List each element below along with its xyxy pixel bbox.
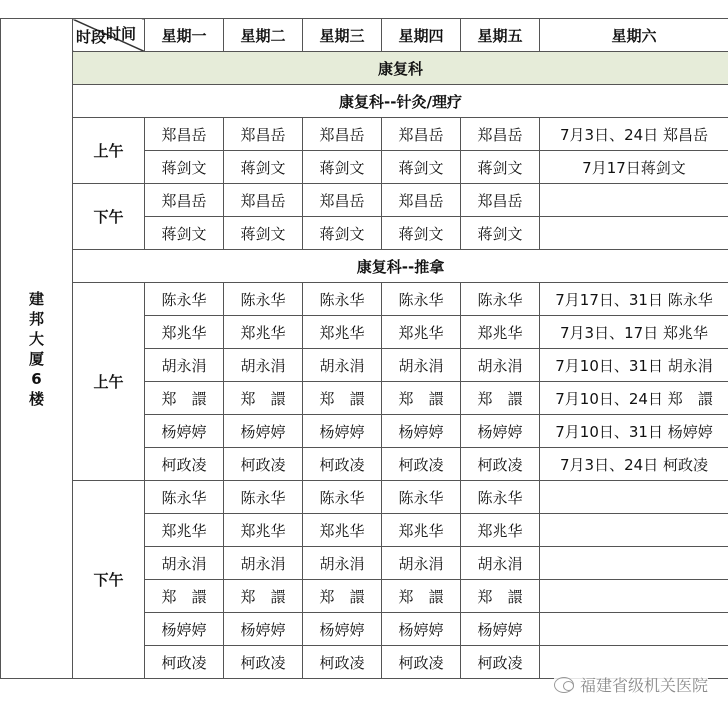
doctor-cell: 柯政凌	[224, 448, 303, 481]
doctor-cell: 陈永华	[145, 481, 224, 514]
doctor-cell: 郑 譞	[303, 382, 382, 415]
saturday-cell	[540, 184, 728, 217]
doctor-cell: 胡永涓	[461, 349, 540, 382]
doctor-cell: 蒋剑文	[461, 151, 540, 184]
doctor-cell: 郑兆华	[461, 316, 540, 349]
doctor-cell: 郑昌岳	[382, 184, 461, 217]
doctor-cell: 柯政凌	[303, 646, 382, 679]
doctor-cell: 郑 譞	[145, 580, 224, 613]
day-header: 星期四	[382, 19, 461, 52]
saturday-cell: 7月3日、24日 柯政凌	[540, 448, 728, 481]
doctor-cell: 郑昌岳	[461, 184, 540, 217]
saturday-cell	[540, 217, 728, 250]
schedule-body	[1, 19, 728, 679]
period-label: 下午	[73, 184, 145, 250]
section-row	[1, 85, 728, 118]
doctor-cell: 胡永涓	[303, 349, 382, 382]
building-char: 厦	[28, 349, 44, 368]
doctor-cell: 蒋剑文	[303, 151, 382, 184]
doctor-cell: 郑 譞	[303, 580, 382, 613]
doctor-cell: 郑 譞	[382, 382, 461, 415]
doctor-cell: 陈永华	[382, 481, 461, 514]
doctor-cell: 郑昌岳	[303, 184, 382, 217]
saturday-cell	[540, 514, 728, 547]
doctor-cell: 柯政凌	[461, 646, 540, 679]
building-label	[1, 19, 73, 679]
day-header: 星期六	[540, 19, 728, 52]
doctor-cell: 蒋剑文	[145, 151, 224, 184]
doctor-cell: 郑昌岳	[461, 118, 540, 151]
doctor-cell: 胡永涓	[145, 547, 224, 580]
doctor-cell: 郑 譞	[145, 382, 224, 415]
corner-period-label: 时段	[76, 28, 107, 46]
department-title: 康复科	[73, 52, 728, 85]
doctor-cell: 郑 譞	[461, 580, 540, 613]
doctor-cell: 陈永华	[303, 481, 382, 514]
saturday-cell: 7月17日、31日 陈永华	[540, 283, 728, 316]
building-char: 6	[31, 369, 42, 388]
table-row	[1, 481, 728, 514]
watermark-text: 福建省级机关医院	[579, 676, 708, 695]
doctor-cell: 柯政凌	[382, 646, 461, 679]
doctor-cell: 胡永涓	[224, 349, 303, 382]
period-label: 上午	[73, 283, 145, 481]
table-row	[1, 118, 728, 151]
saturday-cell	[540, 613, 728, 646]
saturday-cell: 7月10日、31日 杨婷婷	[540, 415, 728, 448]
doctor-cell: 郑 譞	[382, 580, 461, 613]
doctor-cell: 胡永涓	[382, 349, 461, 382]
doctor-cell: 柯政凌	[145, 646, 224, 679]
doctor-cell: 郑昌岳	[224, 184, 303, 217]
department-row	[1, 52, 728, 85]
doctor-cell: 郑兆华	[303, 316, 382, 349]
section-title: 康复科--针灸/理疗	[73, 85, 728, 118]
doctor-cell: 胡永涓	[303, 547, 382, 580]
doctor-cell: 郑昌岳	[382, 118, 461, 151]
building-char: 邦	[28, 309, 44, 328]
section-title: 康复科--推拿	[73, 250, 728, 283]
doctor-cell: 郑兆华	[382, 514, 461, 547]
saturday-cell: 7月10日、31日 胡永涓	[540, 349, 728, 382]
doctor-cell: 柯政凌	[303, 448, 382, 481]
doctor-cell: 陈永华	[145, 283, 224, 316]
doctor-cell: 杨婷婷	[145, 613, 224, 646]
doctor-cell: 陈永华	[461, 283, 540, 316]
doctor-cell: 郑兆华	[145, 316, 224, 349]
period-label: 上午	[73, 118, 145, 184]
doctor-cell: 郑昌岳	[145, 184, 224, 217]
saturday-cell	[540, 481, 728, 514]
period-label: 下午	[73, 481, 145, 679]
wechat-icon	[554, 677, 574, 693]
doctor-cell: 蒋剑文	[382, 151, 461, 184]
doctor-cell: 蒋剑文	[461, 217, 540, 250]
doctor-cell: 郑兆华	[224, 514, 303, 547]
doctor-cell: 蒋剑文	[382, 217, 461, 250]
saturday-cell	[540, 580, 728, 613]
doctor-cell: 杨婷婷	[145, 415, 224, 448]
watermark	[554, 673, 708, 696]
building-char: 大	[28, 329, 44, 348]
doctor-cell: 蒋剑文	[145, 217, 224, 250]
doctor-cell: 陈永华	[461, 481, 540, 514]
doctor-cell: 胡永涓	[382, 547, 461, 580]
doctor-cell: 陈永华	[303, 283, 382, 316]
header-row	[1, 19, 728, 52]
building-char: 建	[28, 289, 44, 308]
doctor-cell: 陈永华	[382, 283, 461, 316]
day-header: 星期一	[145, 19, 224, 52]
doctor-cell: 柯政凌	[145, 448, 224, 481]
doctor-cell: 郑 譞	[224, 382, 303, 415]
doctor-cell: 郑昌岳	[224, 118, 303, 151]
doctor-cell: 胡永涓	[224, 547, 303, 580]
doctor-cell: 蒋剑文	[224, 217, 303, 250]
doctor-cell: 柯政凌	[461, 448, 540, 481]
day-header: 星期二	[224, 19, 303, 52]
section-row	[1, 250, 728, 283]
table-row	[1, 184, 728, 217]
doctor-cell: 杨婷婷	[303, 613, 382, 646]
doctor-cell: 郑 譞	[224, 580, 303, 613]
doctor-cell: 胡永涓	[461, 547, 540, 580]
building-char: 楼	[28, 389, 44, 408]
doctor-cell: 杨婷婷	[382, 613, 461, 646]
doctor-cell: 杨婷婷	[461, 415, 540, 448]
doctor-cell: 陈永华	[224, 283, 303, 316]
doctor-cell: 蒋剑文	[224, 151, 303, 184]
doctor-cell: 杨婷婷	[461, 613, 540, 646]
doctor-cell: 胡永涓	[145, 349, 224, 382]
doctor-cell: 杨婷婷	[224, 613, 303, 646]
doctor-cell: 郑兆华	[382, 316, 461, 349]
sheet-top-strip	[0, 0, 728, 19]
saturday-cell: 7月3日、24日 郑昌岳	[540, 118, 728, 151]
doctor-cell: 郑昌岳	[303, 118, 382, 151]
doctor-cell: 郑 譞	[461, 382, 540, 415]
day-header: 星期五	[461, 19, 540, 52]
doctor-cell: 郑兆华	[224, 316, 303, 349]
doctor-cell: 杨婷婷	[303, 415, 382, 448]
doctor-cell: 陈永华	[224, 481, 303, 514]
doctor-cell: 杨婷婷	[382, 415, 461, 448]
time-period-corner	[73, 19, 145, 52]
corner-time-label: 时间	[105, 25, 136, 43]
doctor-cell: 柯政凌	[224, 646, 303, 679]
table-row	[1, 283, 728, 316]
doctor-cell: 郑昌岳	[145, 118, 224, 151]
doctor-cell: 郑兆华	[461, 514, 540, 547]
doctor-cell: 郑兆华	[303, 514, 382, 547]
day-header: 星期三	[303, 19, 382, 52]
doctor-cell: 柯政凌	[382, 448, 461, 481]
doctor-cell: 郑兆华	[145, 514, 224, 547]
doctor-cell: 杨婷婷	[224, 415, 303, 448]
saturday-cell: 7月17日蒋剑文	[540, 151, 728, 184]
doctor-cell: 蒋剑文	[303, 217, 382, 250]
schedule-table	[0, 18, 728, 679]
saturday-cell	[540, 547, 728, 580]
saturday-cell: 7月10日、24日 郑 譞	[540, 382, 728, 415]
saturday-cell: 7月3日、17日 郑兆华	[540, 316, 728, 349]
